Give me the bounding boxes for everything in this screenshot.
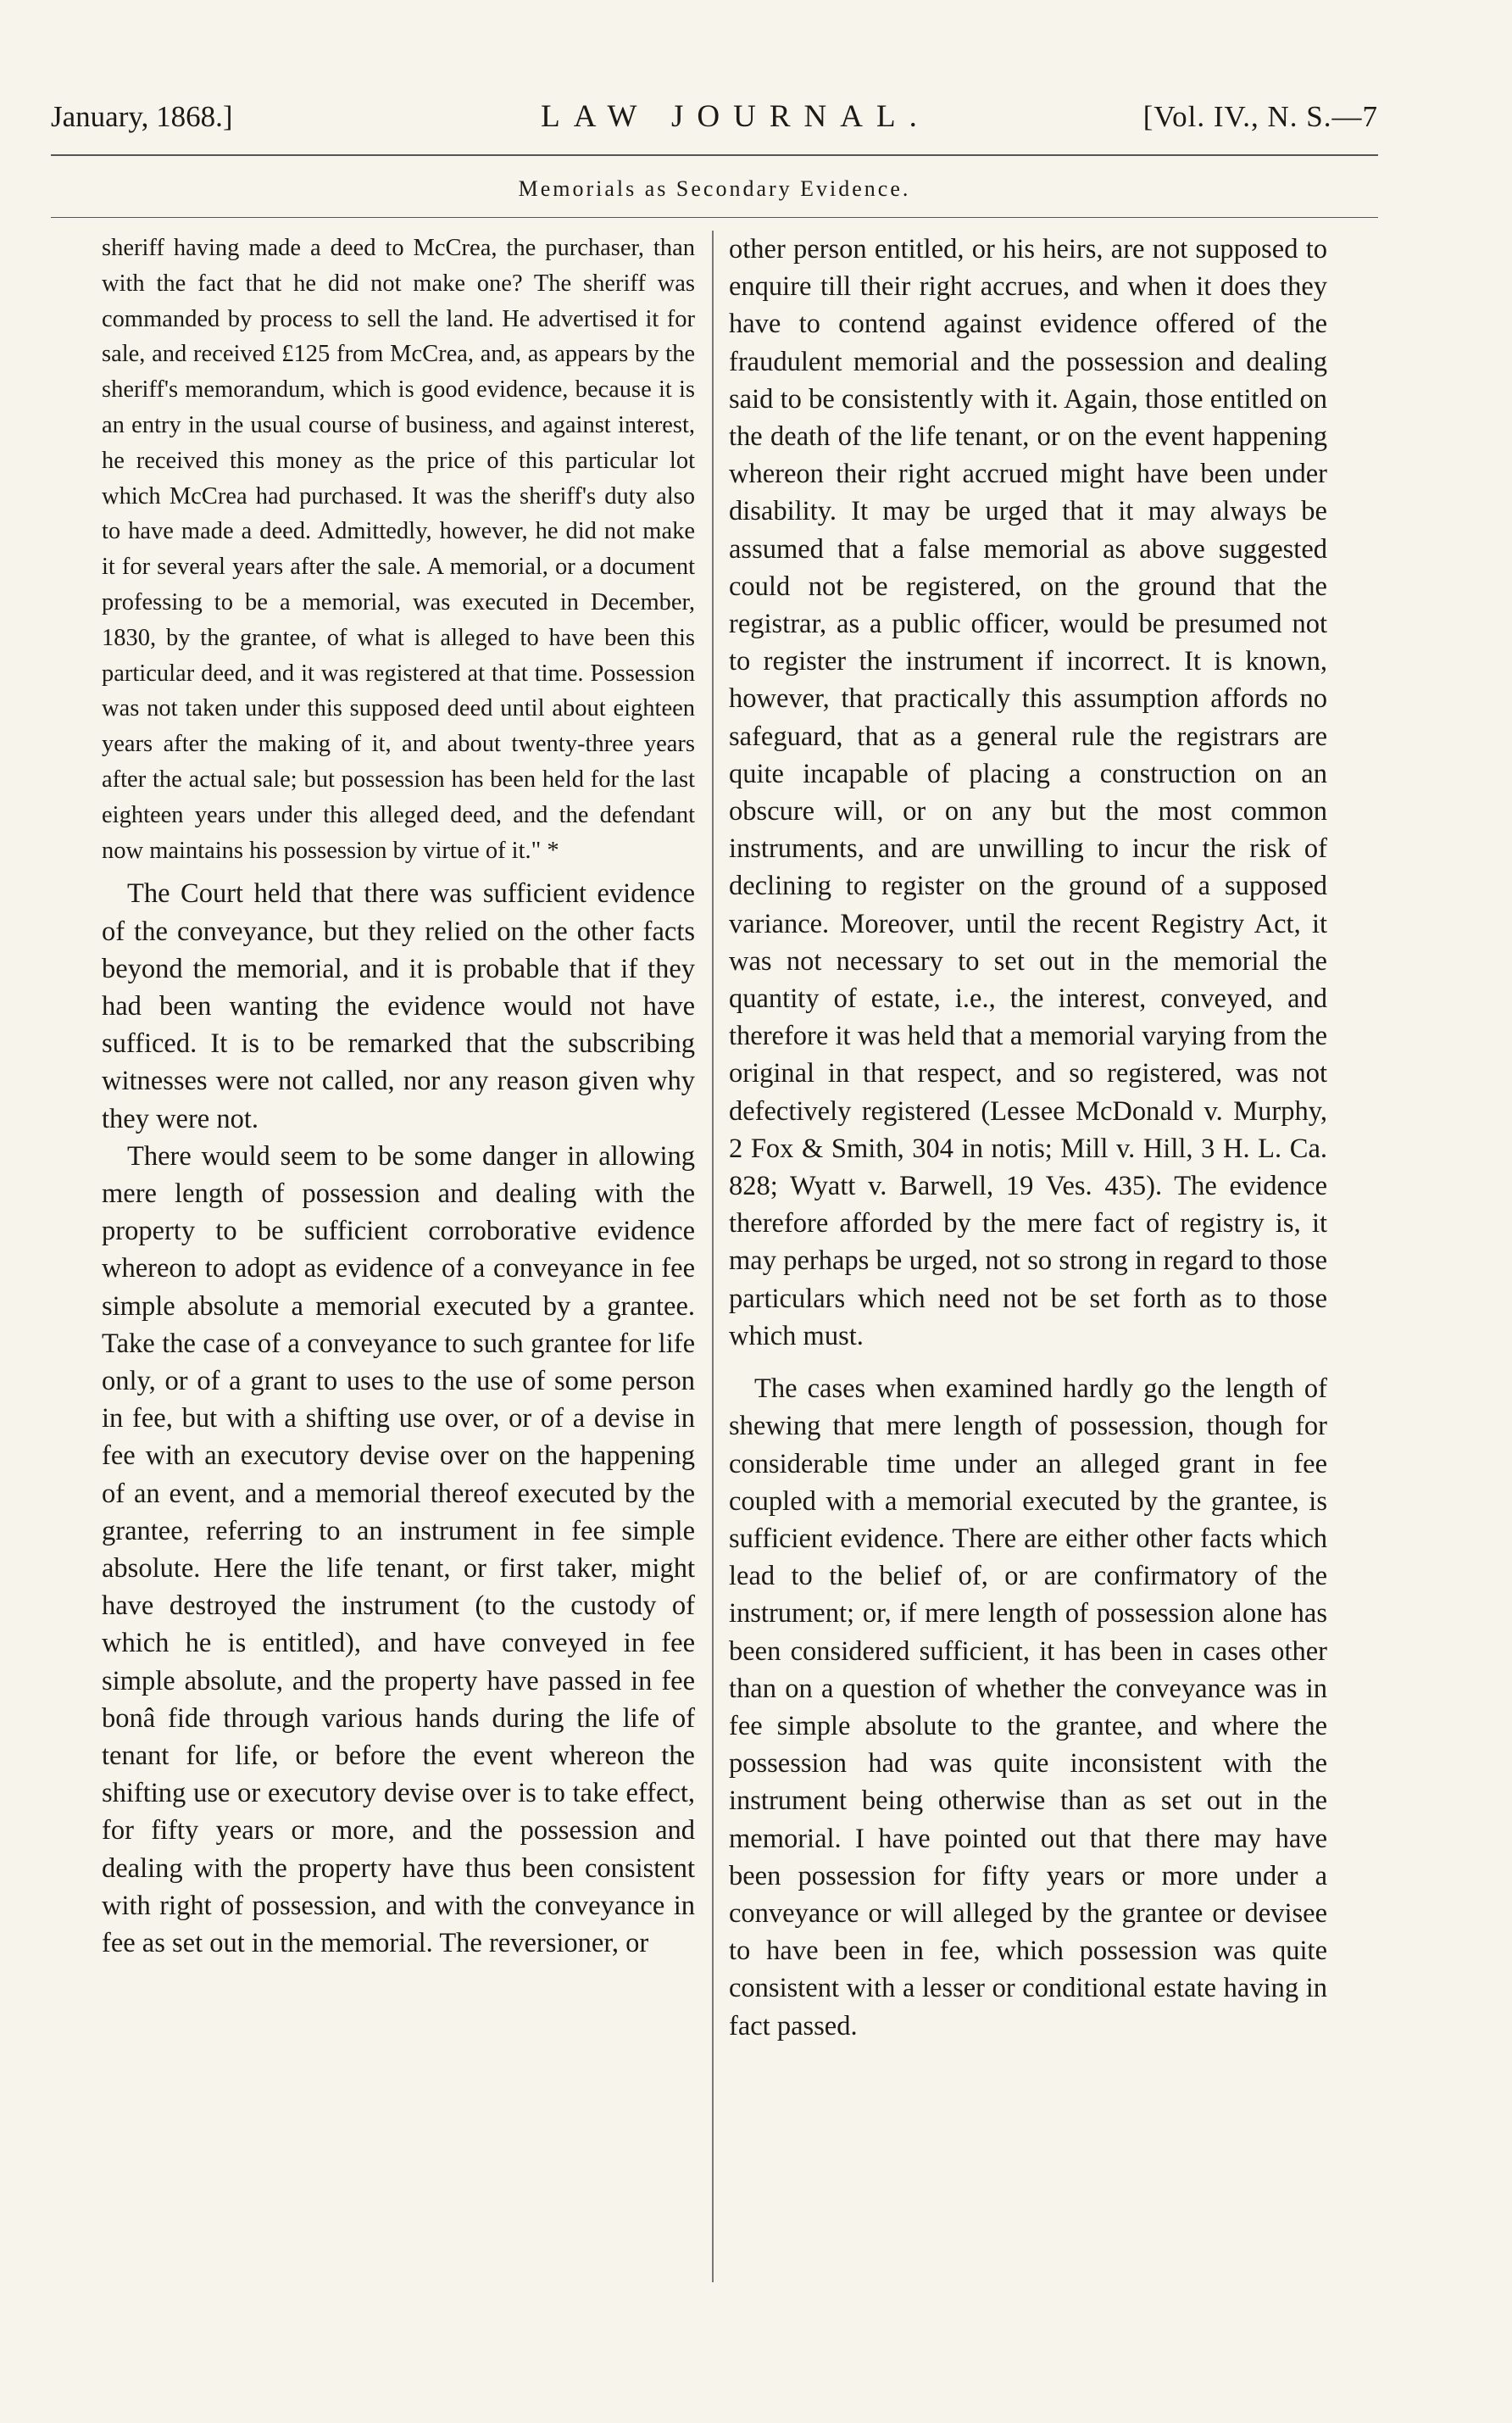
column-divider [712, 231, 714, 2282]
paragraph-court-held: The Court held that there was sufficient evidence of the conveyance, but they relied on the other facts beyond the memorial, and it is probable that if they had been wanting the evidence would not have sufficed. It is to be remarked that the subscribing witnesses were not called, nor any reason given why they were not. [102, 878, 695, 1134]
section-rule [51, 217, 1378, 218]
header-rule [51, 154, 1378, 156]
paragraph-quote: sheriff having made a deed to McCrea, the purchaser, than with the fact that he did not make one? The sheriff was commanded by process to sell the land. He advertised it for sale, and received £125 from McCrea, and, as appears by the sheriff's memorandum, which is good evidence, because it is an entry in the usual course of business, and against interest, he received this money as the price of this particular lot which McCrea had purchased. It was the sheriff's duty also to have made a deed. Admittedly, however, he did not make it for several years after the sale. A memorial, or a document professing to be a memorial, was executed in December, 1830, by the grantee, of what is alleged to have been this particular deed, and it was registered at that time. Possession was not taken under this supposed deed until about eighteen years after the making of it, and about twenty-three years after the actual sale; but possession has been held for the last eighteen years under this alleged deed, and the defendant now maintains his possession by virtue of it." * [102, 235, 695, 864]
left-column [102, 231, 695, 1962]
header-volume: [Vol. IV., N. S.—7 [1142, 100, 1378, 133]
paragraph-cases: The cases when examined hardly go the length of shewing that mere length of possession, though for considerable time under an alleged grant in fee coupled with a memorial executed by the grantee, is sufficient evidence. There are either other facts which lead to the belief of, or are confirmatory of the instrument; or, if mere length of possession alone has been considered sufficient, it has been in cases other than on a question of whether the conveyance was in fee simple absolute to the grantee, and where the possession had was quite inconsistent with the instrument being otherwise than as set out in the memorial. I have pointed out that there may have been possession for fifty years or more under a conveyance or will alleged by the grantee or devisee to have been in fee, which possession was quite consistent with a lesser or conditional estate having in fact passed. [729, 1373, 1327, 2041]
running-header [51, 92, 1378, 142]
paragraph-continuation: other person entitled, or his heirs, are not supposed to enquire till their right accrues, and when it does they have to contend against evidence offered of the fraudulent memorial and the possession and dealing said to be consistently with it. Again, those entitled on the death of the life tenant, or on the event happening whereon their right accrued might have been under disability. It may be urged that it may always be assumed that a false memorial as above suggested could not be registered, on the ground that the registrar, as a public officer, would be presumed not to register the instrument if incorrect. It is known, however, that practically this assumption affords no safeguard, that as a general rule the registrars are quite incapable of placing a construction on an obscure will, or on any but the most common instruments, and are unwilling to incur the risk of declining to register on the ground of a supposed variance. Moreover, until the recent Registry Act, it was not necessary to set out in the memorial the quantity of estate, i.e., the interest, conveyed, and therefore it was held that a memorial varying from the original in that respect, and so registered, was not defectively registered (Lessee McDonald v. Murphy, 2 Fox & Smith, 304 in notis; Mill v. Hill, 3 H. L. Ca. 828; Wyatt v. Barwell, 19 Ves. 435). The evidence therefore afforded by the mere fact of registry is, it may perhaps be urged, not so strong in regard to those particulars which need not be set forth as to those which must. [729, 234, 1327, 1351]
section-title: Memorials as Secondary Evidence. [518, 176, 911, 201]
header-journal-title: LAW JOURNAL. [541, 99, 931, 134]
paragraph-danger: There would seem to be some danger in allowing mere length of possession and dealing with the property to be sufficient corroborative evidence whereon to adopt as evidence of a conveyance in fee simple absolute a memorial executed by a grantee. Take the case of a conveyance to such grantee for life only, or of a grant to uses to the use of some person in fee, but with a shifting use over, or of a devise in fee with an executory devise over on the happening of an event, and a memorial thereof executed by the grantee, referring to an instrument in fee simple absolute. Here the life tenant, or first taker, might have destroyed the instrument (to the custody of which he is entitled), and have conveyed in fee simple absolute, and the property have passed in fee bonâ fide through various hands during the life of tenant for life, or before the event whereon the shifting use or executory devise over is to take effect, for fifty years or more, and the possession and dealing with the property have thus been consistent with right of possession, and with the conveyance in fee as set out in the memorial. The reversioner, or [102, 1140, 695, 1959]
header-date: January, 1868.] [51, 100, 233, 133]
right-column [729, 231, 1327, 2045]
